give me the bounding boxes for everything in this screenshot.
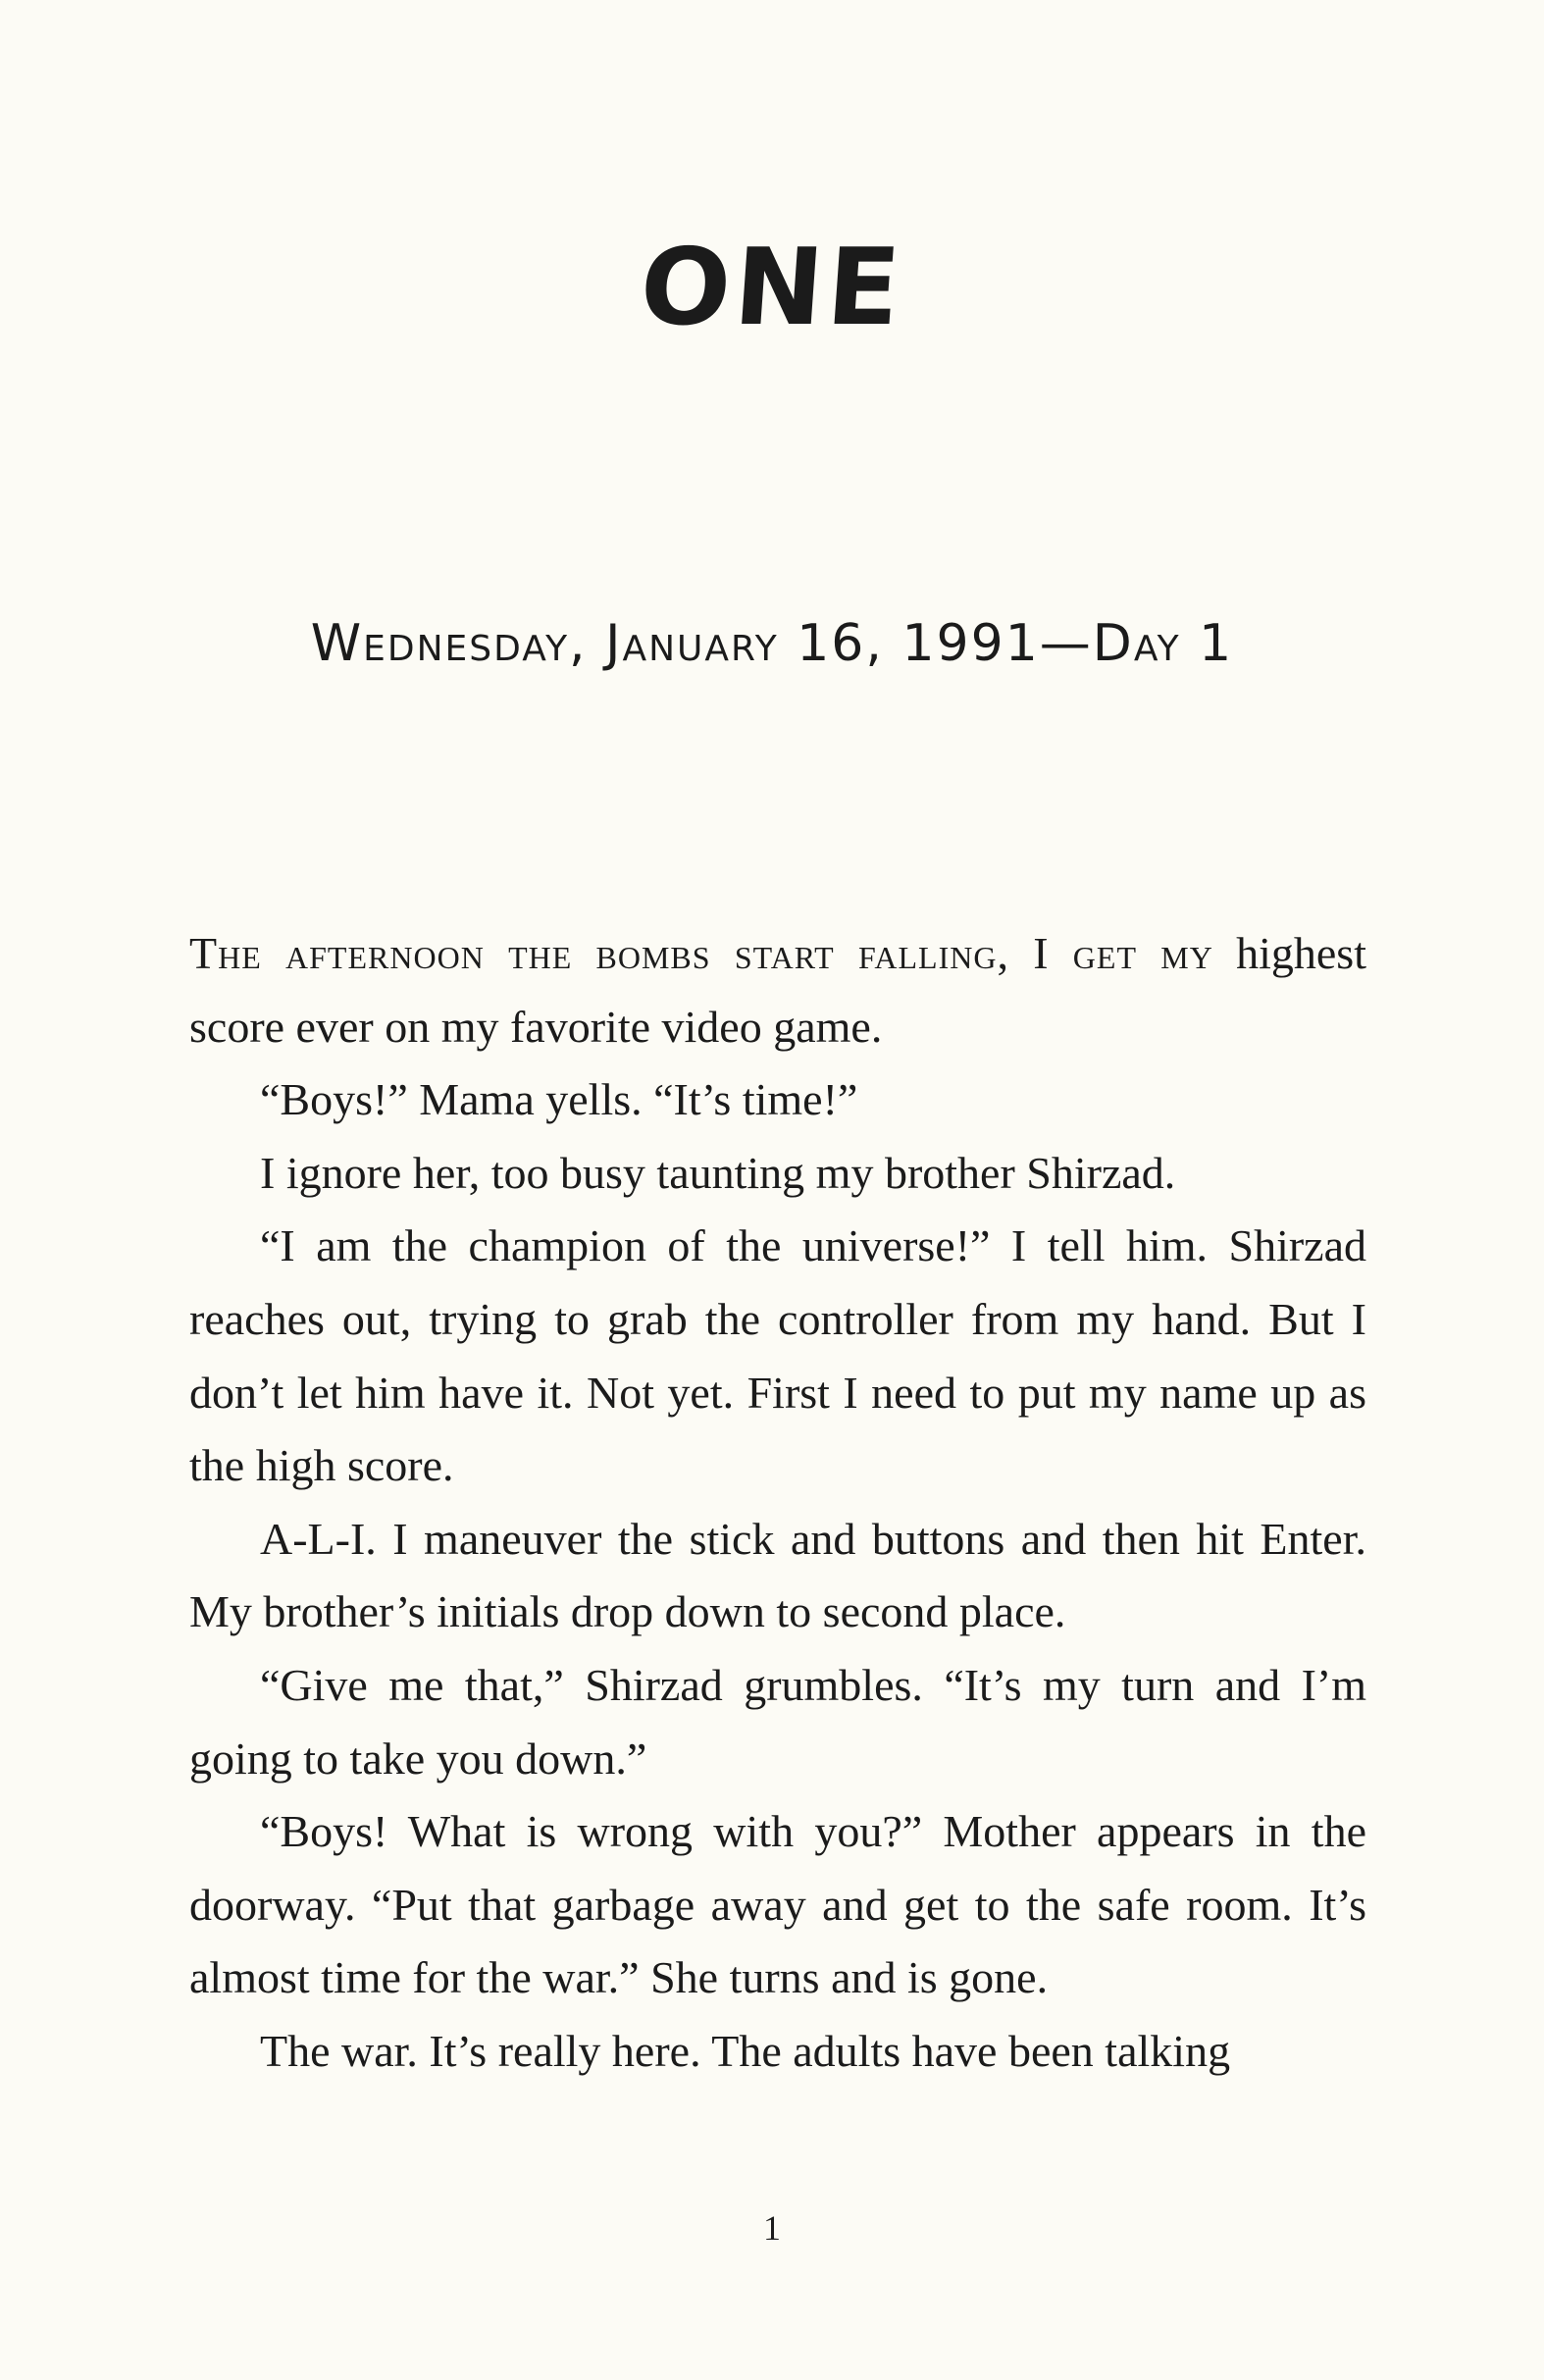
chapter-number: ONE — [636, 227, 908, 349]
paragraph-4: “I am the champion of the universe!” I tell him. Shirzad reaches out, trying to grab the controller from my hand. But I don’t let him have it. Not yet. First I need to put my name up as the high score. — [189, 1220, 1366, 1491]
chapter-body — [189, 917, 1366, 2089]
paragraph-opening — [189, 917, 1366, 1063]
paragraph-5: A-L-I. I maneuver the stick and buttons and then hit Enter. My brother’s initials drop down to second place. — [189, 1513, 1366, 1637]
paragraph-1: highest score ever on my favorite video game. — [189, 928, 1366, 1052]
paragraph-3: I ignore her, too busy taunting my brother Shirzad. — [260, 1147, 1176, 1198]
paragraph-8: The war. It’s really here. The adults have been talking — [260, 2025, 1231, 2076]
paragraph-2: “Boys!” Mama yells. “It’s time!” — [260, 1074, 858, 1125]
paragraph-6: “Give me that,” Shirzad grumbles. “It’s my turn and I’m going to take you down.” — [189, 1659, 1366, 1784]
paragraph-7: “Boys! What is wrong with you?” Mother appears in the doorway. “Put that garbage away and get to the safe room. It’s almost time for the war.” She turns and is gone. — [189, 1806, 1366, 2003]
page-number: 1 — [763, 2208, 781, 2248]
chapter-date-heading: Wednesday, January 16, 1991—Day 1 — [310, 614, 1234, 673]
lead-in: The afternoon the bombs start falling, I get my — [189, 928, 1213, 978]
